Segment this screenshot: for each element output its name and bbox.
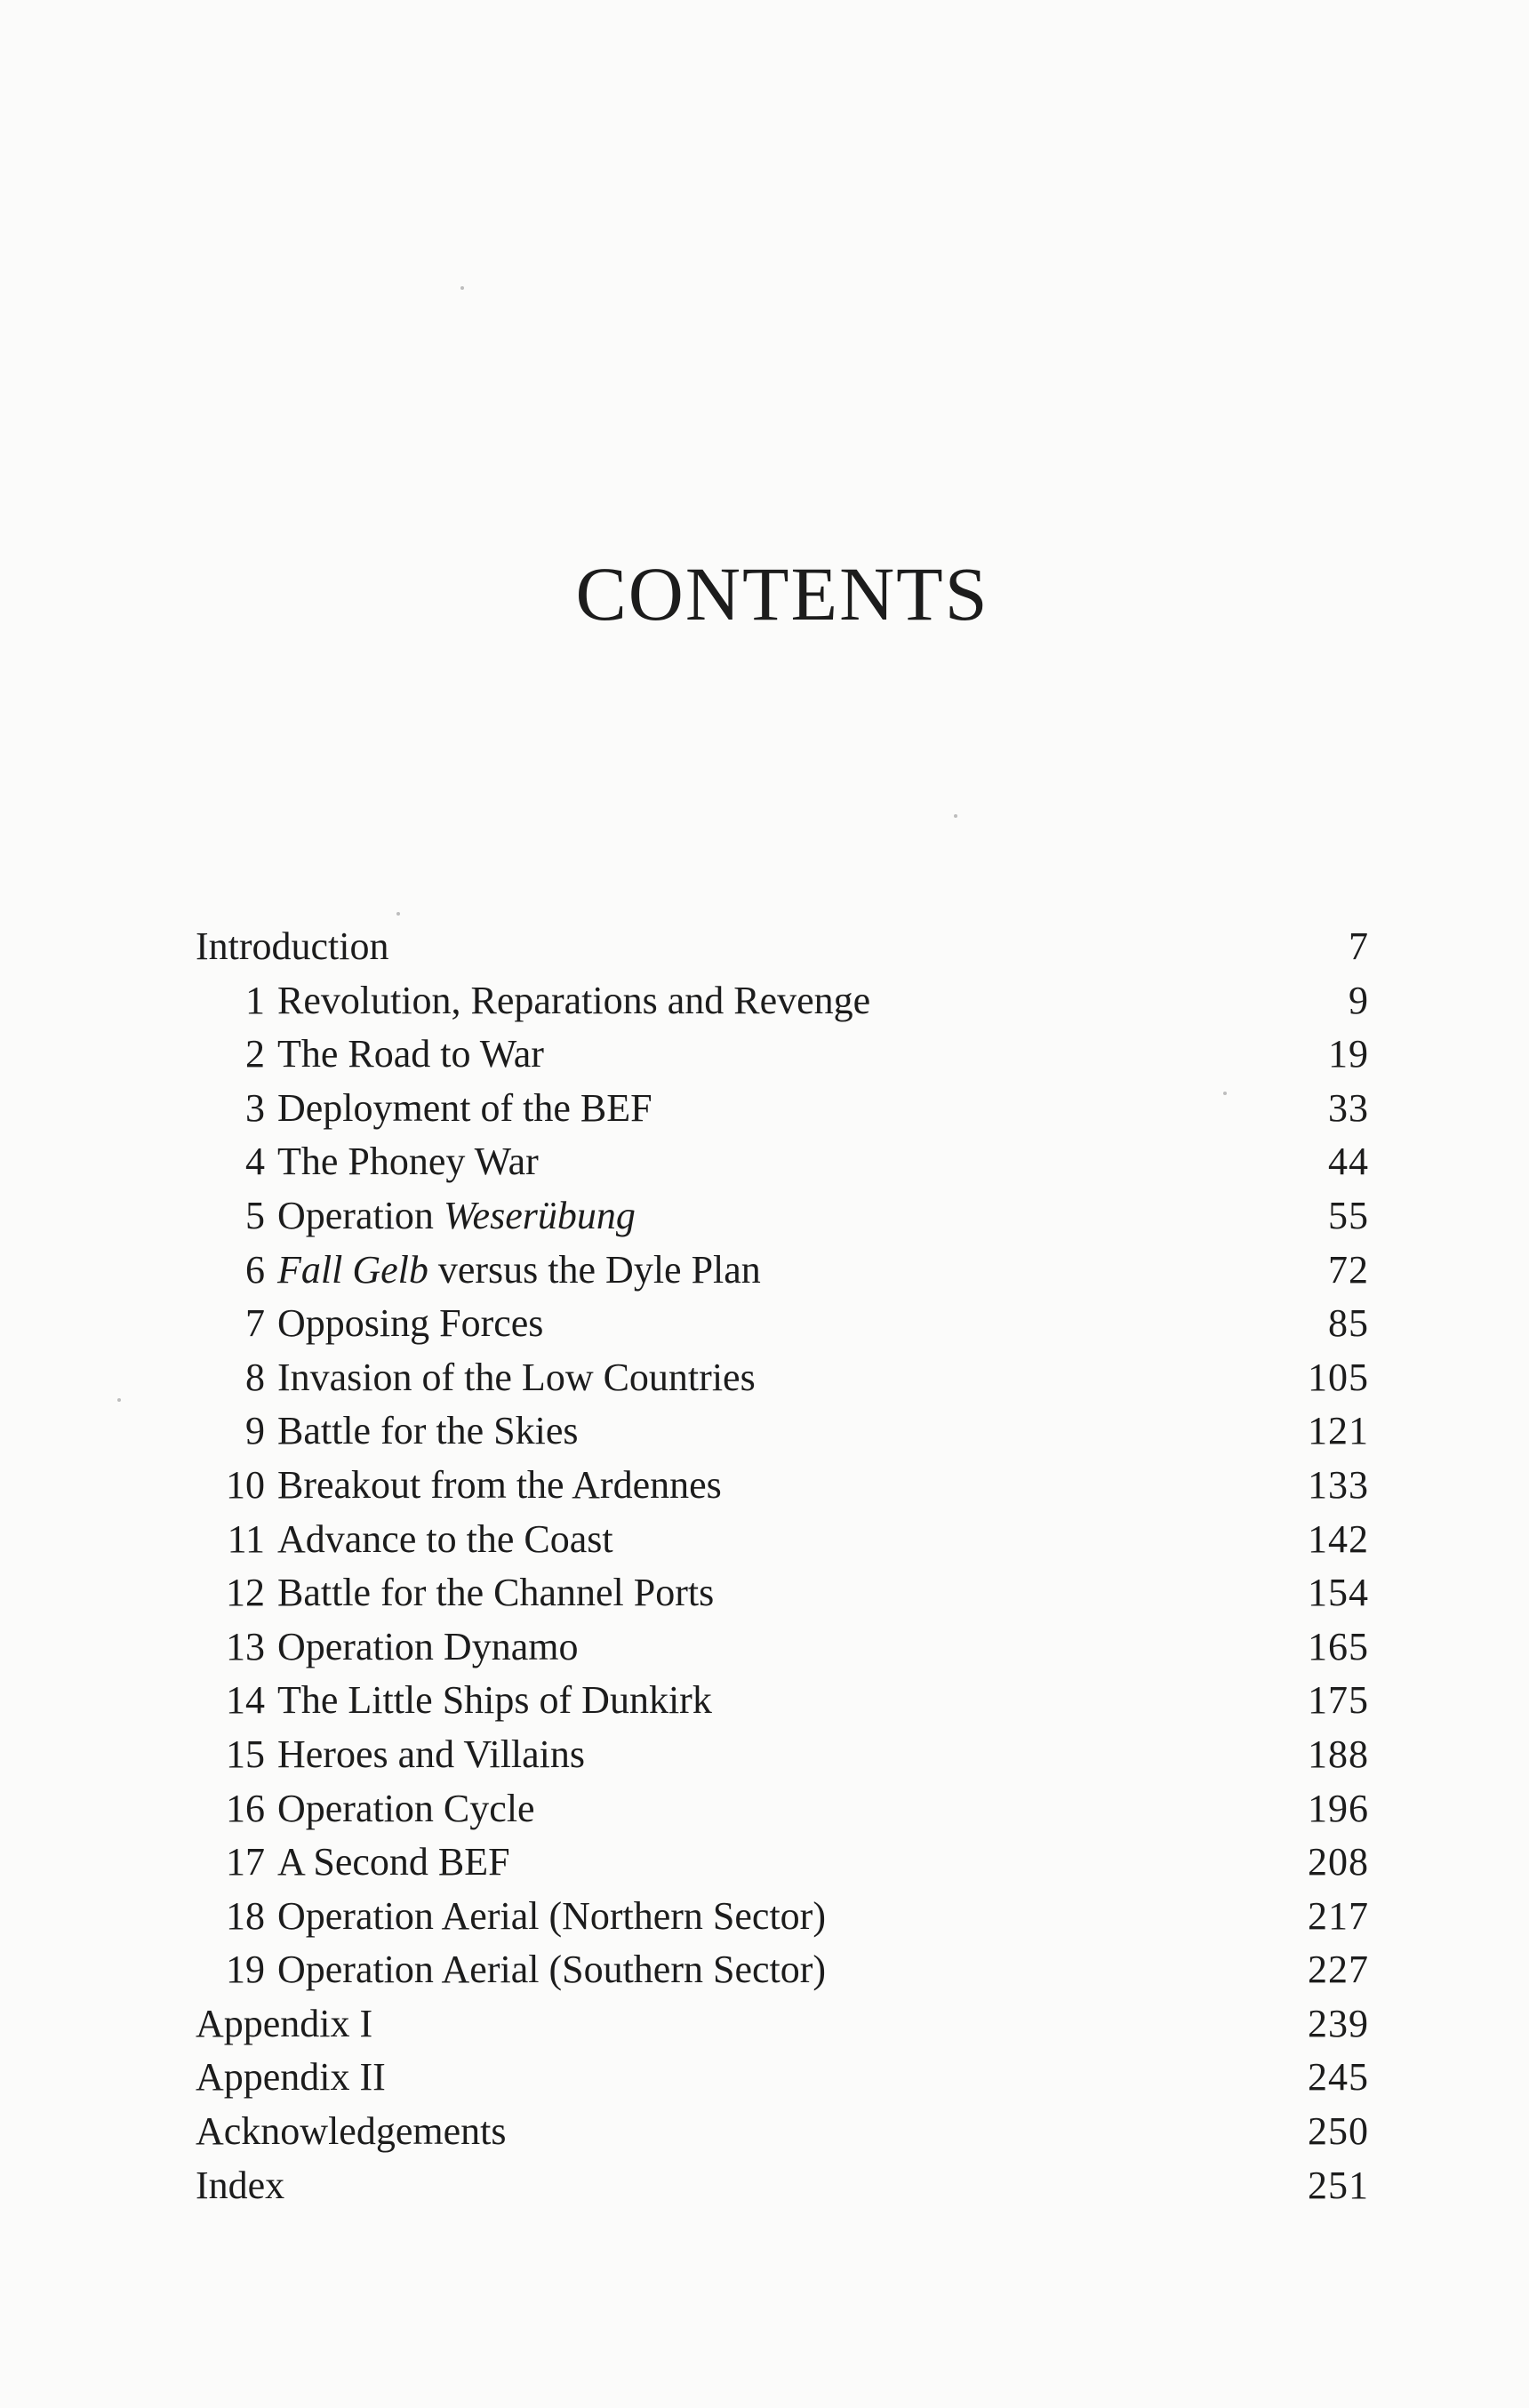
page-number: 188: [1308, 1732, 1369, 1776]
page-number: 165: [1308, 1624, 1369, 1668]
chapter-number: 6: [245, 1247, 265, 1292]
page-number: 121: [1308, 1409, 1369, 1453]
entry-title: [267, 1082, 1280, 1135]
page-number: 105: [1308, 1355, 1369, 1399]
entry-title: [196, 2105, 1280, 2158]
toc-entry: [196, 1028, 1369, 1082]
entry-title: [267, 1028, 1280, 1081]
chapter-number: 2: [245, 1032, 265, 1076]
page-number: 217: [1308, 1893, 1369, 1938]
page-number: 133: [1308, 1462, 1369, 1507]
toc-entry: [196, 1566, 1369, 1620]
page-number: 85: [1328, 1301, 1369, 1346]
page-number: 33: [1328, 1085, 1369, 1130]
entry-title: [267, 1620, 1280, 1674]
page-number: 9: [1349, 978, 1369, 1022]
entry-title-text: A Second BEF: [277, 1840, 510, 1884]
toc-entry: [196, 1782, 1369, 1836]
toc-entry: [196, 974, 1369, 1028]
entry-title-italic: Weserübung: [443, 1193, 636, 1237]
page-number: 142: [1308, 1516, 1369, 1561]
toc-entry: [196, 1513, 1369, 1567]
paper-speck: [460, 286, 464, 290]
toc-entry: [196, 1297, 1369, 1351]
page-number: 72: [1328, 1247, 1369, 1292]
page-number: 227: [1308, 1948, 1369, 1992]
toc-entry: [196, 1404, 1369, 1459]
entry-title: [196, 2159, 1280, 2212]
entry-title: [196, 2051, 1280, 2104]
toc-entry: [196, 1082, 1369, 1136]
entry-title-text: Advance to the Coast: [277, 1516, 613, 1561]
page-number: 251: [1308, 2163, 1369, 2207]
page-number: 7: [1349, 924, 1369, 968]
toc-entry: [196, 2159, 1369, 2213]
entry-title: [196, 920, 1280, 973]
entry-title-text: Operation Aerial (Northern Sector): [277, 1893, 826, 1938]
entry-title-text: Acknowledgements: [196, 2109, 507, 2154]
chapter-number: 9: [245, 1409, 265, 1453]
entry-title-text: Battle for the Skies: [277, 1409, 579, 1453]
entry-title: [267, 1244, 1280, 1297]
toc-entry: [196, 1459, 1369, 1513]
chapter-number: 5: [245, 1193, 265, 1237]
chapter-number: 7: [245, 1301, 265, 1346]
toc-entry: [196, 1997, 1369, 2052]
entry-title-text: Opposing Forces: [277, 1301, 544, 1346]
page-number: 239: [1308, 2001, 1369, 2045]
chapter-number: 10: [226, 1462, 265, 1507]
page-number: 154: [1308, 1571, 1369, 1615]
entry-title: [267, 1566, 1280, 1620]
entry-title-text: The Phoney War: [277, 1140, 539, 1184]
paper-speck: [1223, 1092, 1227, 1095]
paper-speck: [954, 814, 957, 818]
toc-entry: [196, 1728, 1369, 1782]
chapter-number: 16: [226, 1786, 265, 1830]
chapter-number: 8: [245, 1355, 265, 1399]
chapter-number: 3: [245, 1085, 265, 1130]
entry-title-suffix: versus the Dyle Plan: [428, 1247, 761, 1292]
page-number: 208: [1308, 1840, 1369, 1884]
entry-title-text: Operation Dynamo: [277, 1624, 579, 1668]
toc-entry: [196, 2051, 1369, 2105]
entry-title: [267, 1836, 1280, 1889]
chapter-number: 17: [226, 1840, 265, 1884]
chapter-number: 11: [227, 1516, 265, 1561]
toc-entry: [196, 1135, 1369, 1189]
entry-title-text: The Little Ships of Dunkirk: [277, 1678, 712, 1723]
page-number: 44: [1328, 1140, 1369, 1184]
table-of-contents: [196, 920, 1369, 2212]
entry-title: [267, 1404, 1280, 1458]
entry-title-text: Heroes and Villains: [277, 1732, 586, 1776]
paper-speck: [117, 1398, 121, 1402]
entry-title: [267, 1890, 1280, 1943]
toc-entry: [196, 1244, 1369, 1298]
toc-entry: [196, 1674, 1369, 1728]
chapter-number: 13: [226, 1624, 265, 1668]
chapter-number: 19: [226, 1948, 265, 1992]
entry-title: [267, 1728, 1280, 1781]
entry-title-text: Invasion of the Low Countries: [277, 1355, 756, 1399]
chapter-number: 4: [245, 1140, 265, 1184]
entry-title: [196, 1997, 1280, 2051]
entry-title-text: Operation Cycle: [277, 1786, 535, 1830]
entry-title: [267, 1943, 1280, 1996]
toc-entry: [196, 1620, 1369, 1675]
toc-entry: [196, 1836, 1369, 1890]
entry-title-text: Index: [196, 2163, 285, 2207]
toc-entry: [196, 1189, 1369, 1244]
toc-entry: [196, 1351, 1369, 1405]
entry-title-text: Operation Aerial (Southern Sector): [277, 1948, 827, 1992]
chapter-number: 18: [226, 1893, 265, 1938]
entry-title-text: Revolution, Reparations and Revenge: [277, 978, 871, 1022]
chapter-number: 12: [226, 1571, 265, 1615]
toc-entry: [196, 1943, 1369, 1997]
entry-title-text: Appendix II: [196, 2055, 386, 2100]
entry-title: [267, 1459, 1280, 1512]
entry-title: [267, 1513, 1280, 1566]
paper-speck: [396, 912, 400, 916]
entry-title-text: Battle for the Channel Ports: [277, 1571, 715, 1615]
page-number: 245: [1308, 2055, 1369, 2100]
entry-title: [267, 1297, 1280, 1350]
toc-entry: [196, 1890, 1369, 1944]
entry-title-text: Operation: [277, 1193, 444, 1237]
toc-entry: [196, 920, 1369, 974]
entry-title: [267, 1351, 1280, 1404]
page-number: 55: [1328, 1193, 1369, 1237]
entry-title-text: The Road to War: [277, 1032, 544, 1076]
entry-title-text: Deployment of the BEF: [277, 1085, 652, 1130]
chapter-number: 15: [226, 1732, 265, 1776]
entry-title-italic: Fall Gelb: [277, 1247, 428, 1292]
page-number: 196: [1308, 1786, 1369, 1830]
entry-title: [267, 974, 1280, 1028]
chapter-number: 1: [245, 978, 265, 1022]
entry-title: [267, 1135, 1280, 1188]
toc-entry: [196, 2105, 1369, 2159]
page-number: 175: [1308, 1678, 1369, 1723]
page-number: 250: [1308, 2109, 1369, 2154]
page-number: 19: [1328, 1032, 1369, 1076]
entry-title-text: Appendix I: [196, 2001, 373, 2045]
entry-title: [267, 1189, 1280, 1243]
page-title: CONTENTS: [575, 551, 989, 636]
entry-title-text: Breakout from the Ardennes: [277, 1462, 722, 1507]
entry-title-text: Introduction: [196, 924, 389, 968]
entry-title: [267, 1782, 1280, 1836]
chapter-number: 14: [226, 1678, 265, 1723]
entry-title: [267, 1674, 1280, 1727]
